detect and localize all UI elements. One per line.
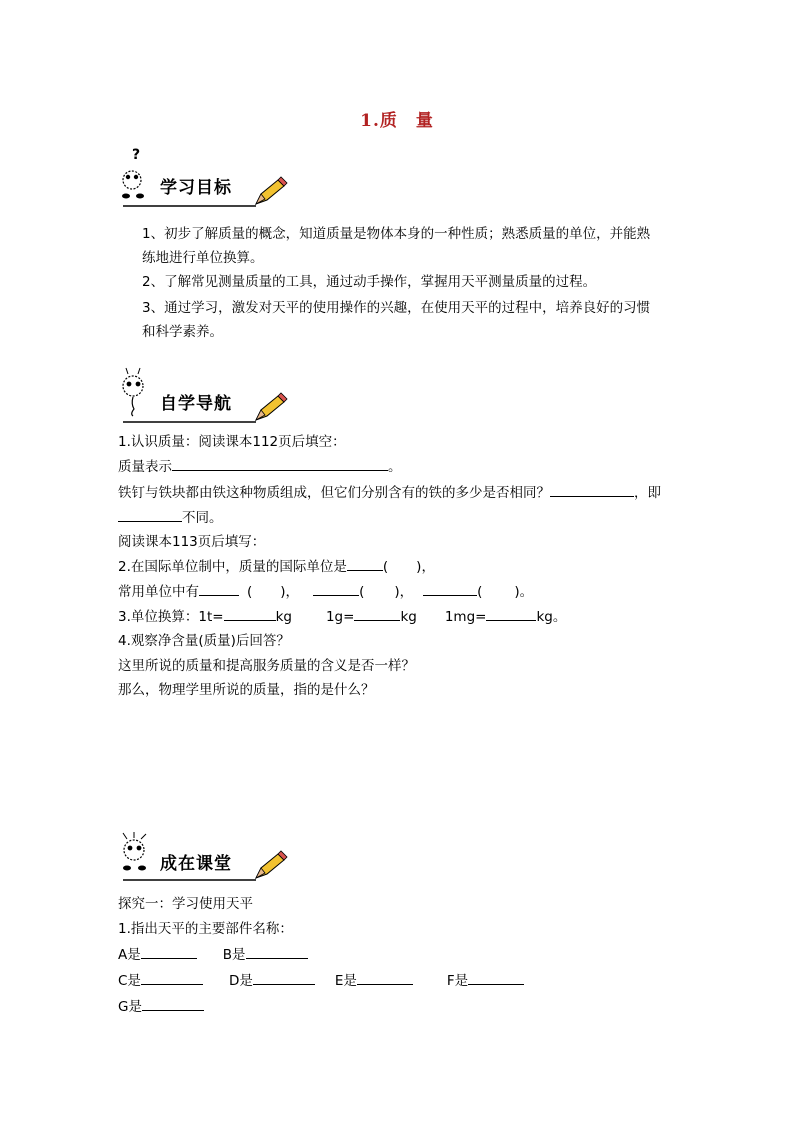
self-q1b [118, 482, 661, 503]
class-parts-cdef [118, 970, 524, 991]
blank-part-f[interactable] [468, 970, 524, 985]
class-explore-1: 探究一：学习使用天平 [118, 896, 253, 912]
self-q1a [118, 456, 402, 477]
q1b-text: 铁钉与铁块都由铁这种物质组成，但它们分别含有的铁的多少是否相同？ [118, 485, 550, 501]
q2b-text: 常用单位中有 [118, 584, 199, 600]
pencil-icon [256, 393, 287, 420]
goal-1a: 1、初步了解质量的概念，知道质量是物体本身的一种性质；熟悉质量的单位，并能熟 [142, 226, 651, 242]
self-q2b [118, 581, 533, 602]
self-q2 [118, 556, 435, 577]
section-banner-goals [118, 142, 288, 212]
part-c-label: C是 [118, 973, 141, 989]
self-q3 [118, 606, 566, 627]
q3-mg-text: 1mg= [444, 609, 487, 625]
pencil-icon [256, 177, 287, 204]
q1c-end: 不同。 [182, 510, 223, 526]
blank-part-d[interactable] [253, 970, 315, 985]
paren-3-close: )。 [514, 584, 534, 600]
section-banner-self-study [118, 364, 288, 434]
blank-part-e[interactable] [357, 970, 413, 985]
part-b-label: B是 [222, 947, 246, 963]
blank-q3-mg[interactable] [486, 606, 536, 621]
paren-2-close: )， [394, 584, 414, 600]
self-q4a: 这里所说的质量和提高服务质量的含义是否一样？ [118, 658, 415, 674]
part-f-label: F是 [446, 973, 469, 989]
class-parts-g [118, 996, 204, 1017]
pencil-icon [256, 851, 287, 878]
blank-unit-1[interactable] [199, 581, 239, 596]
blank-q3-g[interactable] [354, 606, 400, 621]
goal-3a: 3、通过学习，激发对天平的使用操作的兴趣，在使用天平的过程中，培养良好的习惯 [142, 300, 651, 316]
self-q4b: 那么，物理学里所说的质量，指的是什么？ [118, 682, 375, 698]
q2-paren-open: ( [382, 559, 389, 575]
part-g-label: G是 [118, 999, 142, 1015]
class-q1: 1.指出天平的主要部件名称： [118, 921, 293, 937]
self-read-113: 阅读课本113页后填写： [118, 534, 266, 550]
blank-q1b[interactable] [550, 482, 634, 497]
q3-t-text: 3.单位换算：1t= [118, 609, 224, 625]
q1b-end: ，即 [634, 485, 661, 501]
goal-2: 2、了解常见测量质量的工具，通过动手操作，掌握用天平测量质量的过程。 [142, 274, 597, 290]
blank-part-a[interactable] [141, 944, 197, 959]
q2-text: 2.在国际单位制中，质量的国际单位是 [118, 559, 347, 575]
q3-kg-1: kg [275, 609, 292, 625]
blank-q2-unit[interactable] [347, 556, 383, 571]
section-heading-self-study: 自学导航 [160, 394, 232, 414]
paren-2-open: ( [359, 584, 365, 600]
section-heading-classroom: 成在课堂 [160, 854, 232, 874]
q1a-end: 。 [388, 459, 402, 475]
part-d-label: D是 [228, 973, 253, 989]
goal-3b: 和科学素养。 [142, 324, 223, 340]
blank-q1a[interactable] [172, 456, 388, 471]
self-q1: 1.认识质量：阅读课本112页后填空： [118, 434, 346, 450]
part-a-label: A是 [118, 947, 141, 963]
section-heading-goals: 学习目标 [160, 178, 232, 198]
paren-3-open: ( [477, 584, 483, 600]
goal-1b: 练地进行单位换算。 [142, 250, 264, 266]
q2-paren-close: )， [416, 559, 435, 575]
class-parts-ab [118, 944, 308, 965]
paren-1-open: ( [247, 584, 253, 600]
blank-q1c[interactable] [118, 507, 182, 522]
paren-1-close: )， [280, 584, 300, 600]
q3-g-text: 1g= [325, 609, 355, 625]
self-q4: 4.观察净含量(质量)后回答？ [118, 633, 290, 649]
q3-kg-3: kg。 [536, 609, 567, 625]
q1a-text: 质量表示 [118, 459, 172, 475]
svg-text:?: ? [132, 147, 141, 163]
part-e-label: E是 [334, 973, 357, 989]
blank-q3-t[interactable] [224, 606, 276, 621]
section-banner-classroom [118, 826, 288, 896]
blank-part-b[interactable] [246, 944, 308, 959]
blank-part-g[interactable] [142, 996, 204, 1011]
blank-unit-3[interactable] [423, 581, 477, 596]
page-title: 1.质 量 [360, 111, 434, 131]
self-q1c [118, 507, 223, 528]
blank-part-c[interactable] [141, 970, 203, 985]
q3-kg-2: kg [400, 609, 417, 625]
blank-unit-2[interactable] [313, 581, 359, 596]
